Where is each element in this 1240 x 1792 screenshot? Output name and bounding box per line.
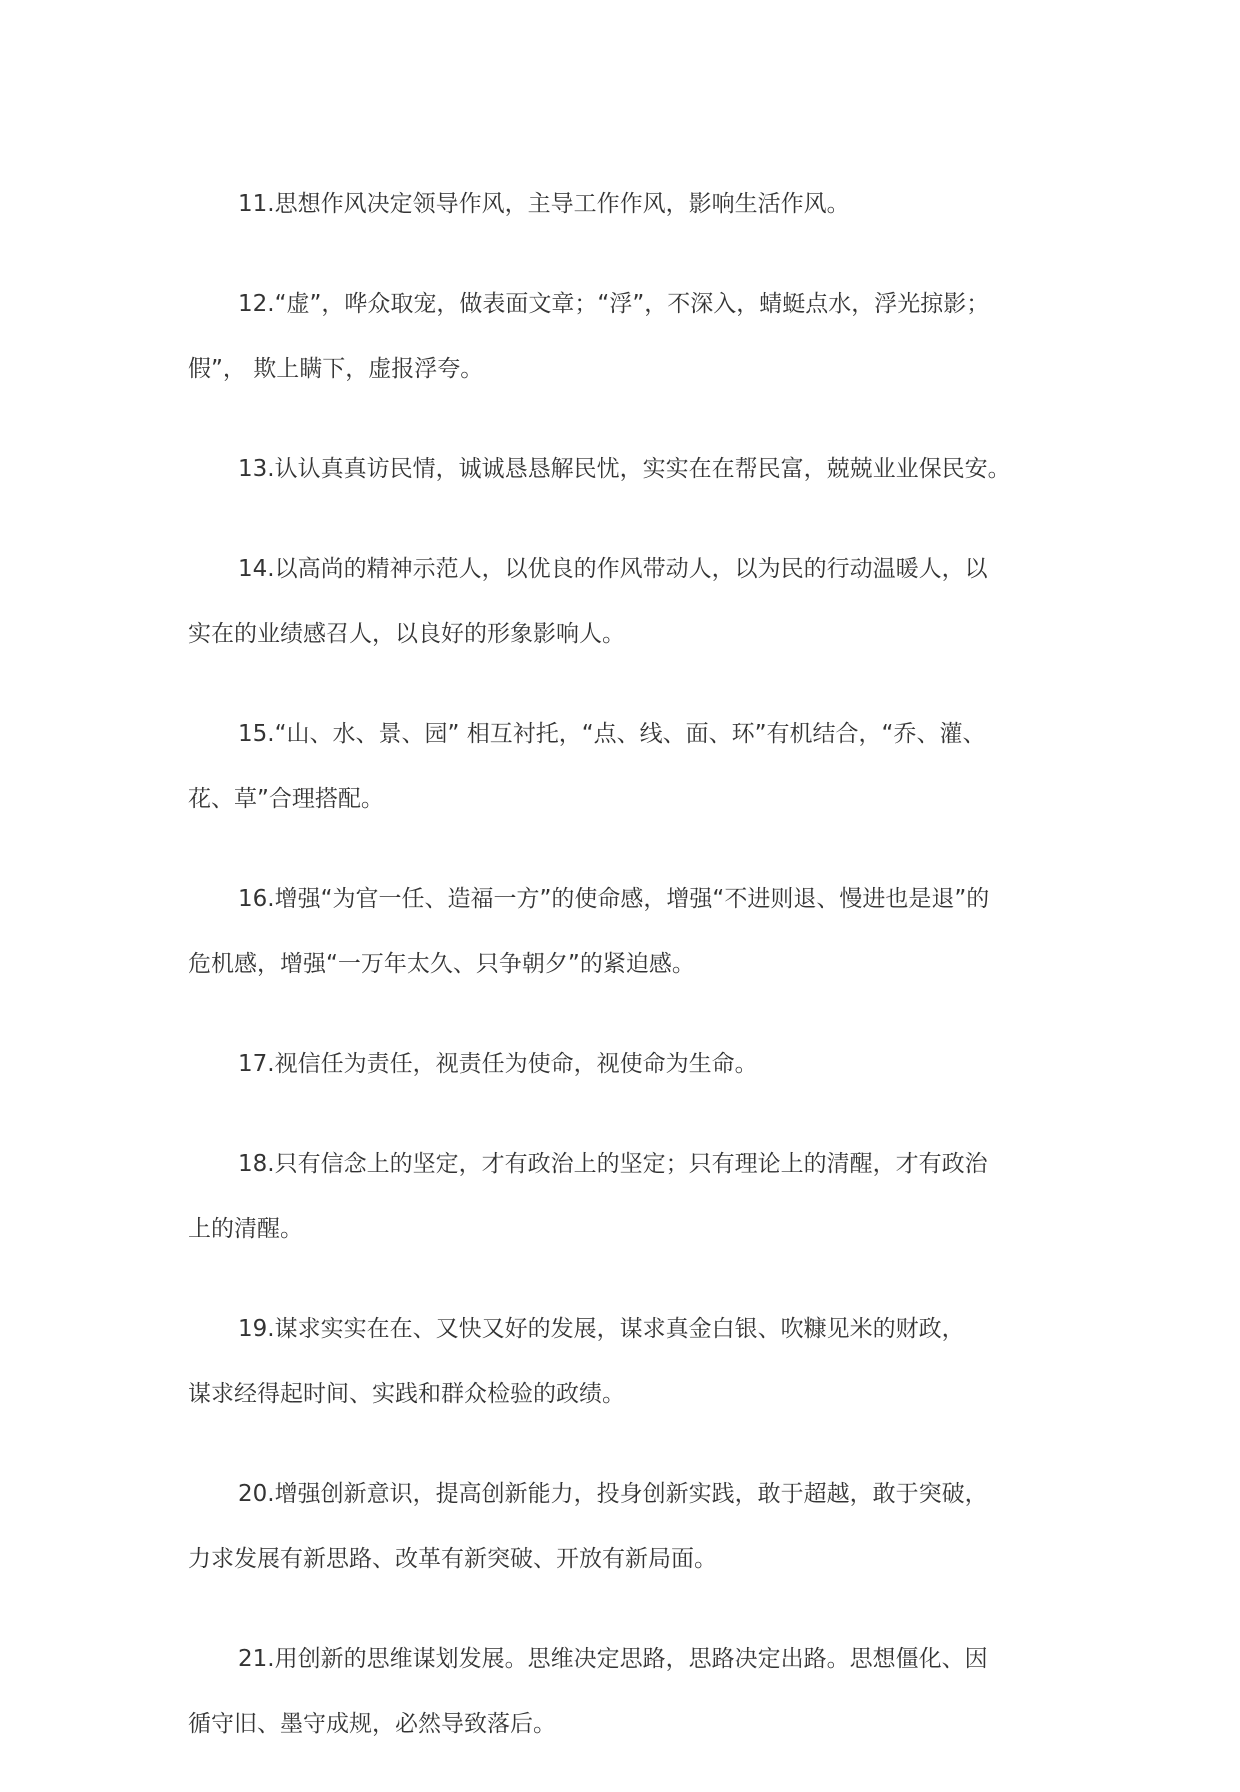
paragraph-17 [188,1032,1068,1097]
paragraph-16 [188,867,1068,997]
paragraph-line: 20.增强创新意识，提高创新能力，投身创新实践，敢于超越，敢于突破， [238,1481,988,1507]
paragraph-line: 13.认认真真访民情，诚诚恳恳解民忧，实实在在帮民富，兢兢业业保民安。 [238,456,1011,482]
paragraph-line: 力求发展有新思路、改革有新突破、开放有新局面。 [188,1546,717,1572]
paragraph-19 [188,1297,1068,1427]
paragraph-line: 14.以高尚的精神示范人，以优良的作风带动人，以为民的行动温暖人，以 [238,556,988,582]
paragraph-18 [188,1132,1068,1262]
paragraph-12 [188,272,1068,402]
paragraph-line: 18.只有信念上的坚定，才有政治上的坚定；只有理论上的清醒，才有政治 [238,1151,988,1177]
paragraph-11 [188,172,1068,237]
paragraph-line: 21.用创新的思维谋划发展。思维决定思路，思路决定出路。思想僵化、因 [238,1646,988,1672]
paragraph-line: 循守旧、墨守成规，必然导致落后。 [188,1711,556,1737]
paragraph-20 [188,1462,1068,1592]
paragraph-line: 12.“虚”，哗众取宠，做表面文章；“浮”，不深入，蜻蜓点水，浮光掠影； [238,291,990,317]
document-body [188,172,1068,1792]
paragraph-line: 上的清醒。 [188,1216,303,1242]
paragraph-line: 17.视信任为责任，视责任为使命，视使命为生命。 [238,1051,758,1077]
paragraph-line: 谋求经得起时间、实践和群众检验的政绩。 [188,1381,625,1407]
paragraph-13 [188,437,1068,502]
paragraph-14 [188,537,1068,667]
paragraph-line: 危机感，增强“一万年太久、只争朝夕”的紧迫感。 [188,951,695,977]
paragraph-line: 11.思想作风决定领导作风，主导工作作风，影响生活作风。 [238,191,850,217]
paragraph-line: 15.“山、水、景、园” 相互衬托，“点、线、面、环”有机结合，“乔、灌、 [238,721,986,747]
paragraph-21 [188,1627,1068,1757]
paragraph-line: 假”， 欺上瞒下，虚报浮夸。 [188,356,484,382]
paragraph-line: 16.增强“为官一任、造福一方”的使命感，增强“不进则退、慢进也是退”的 [238,886,990,912]
paragraph-15 [188,702,1068,832]
paragraph-line: 19.谋求实实在在、又快又好的发展，谋求真金白银、吹糠见米的财政， [238,1316,965,1342]
paragraph-line: 花、草”合理搭配。 [188,786,384,812]
paragraph-line: 实在的业绩感召人，以良好的形象影响人。 [188,621,625,647]
